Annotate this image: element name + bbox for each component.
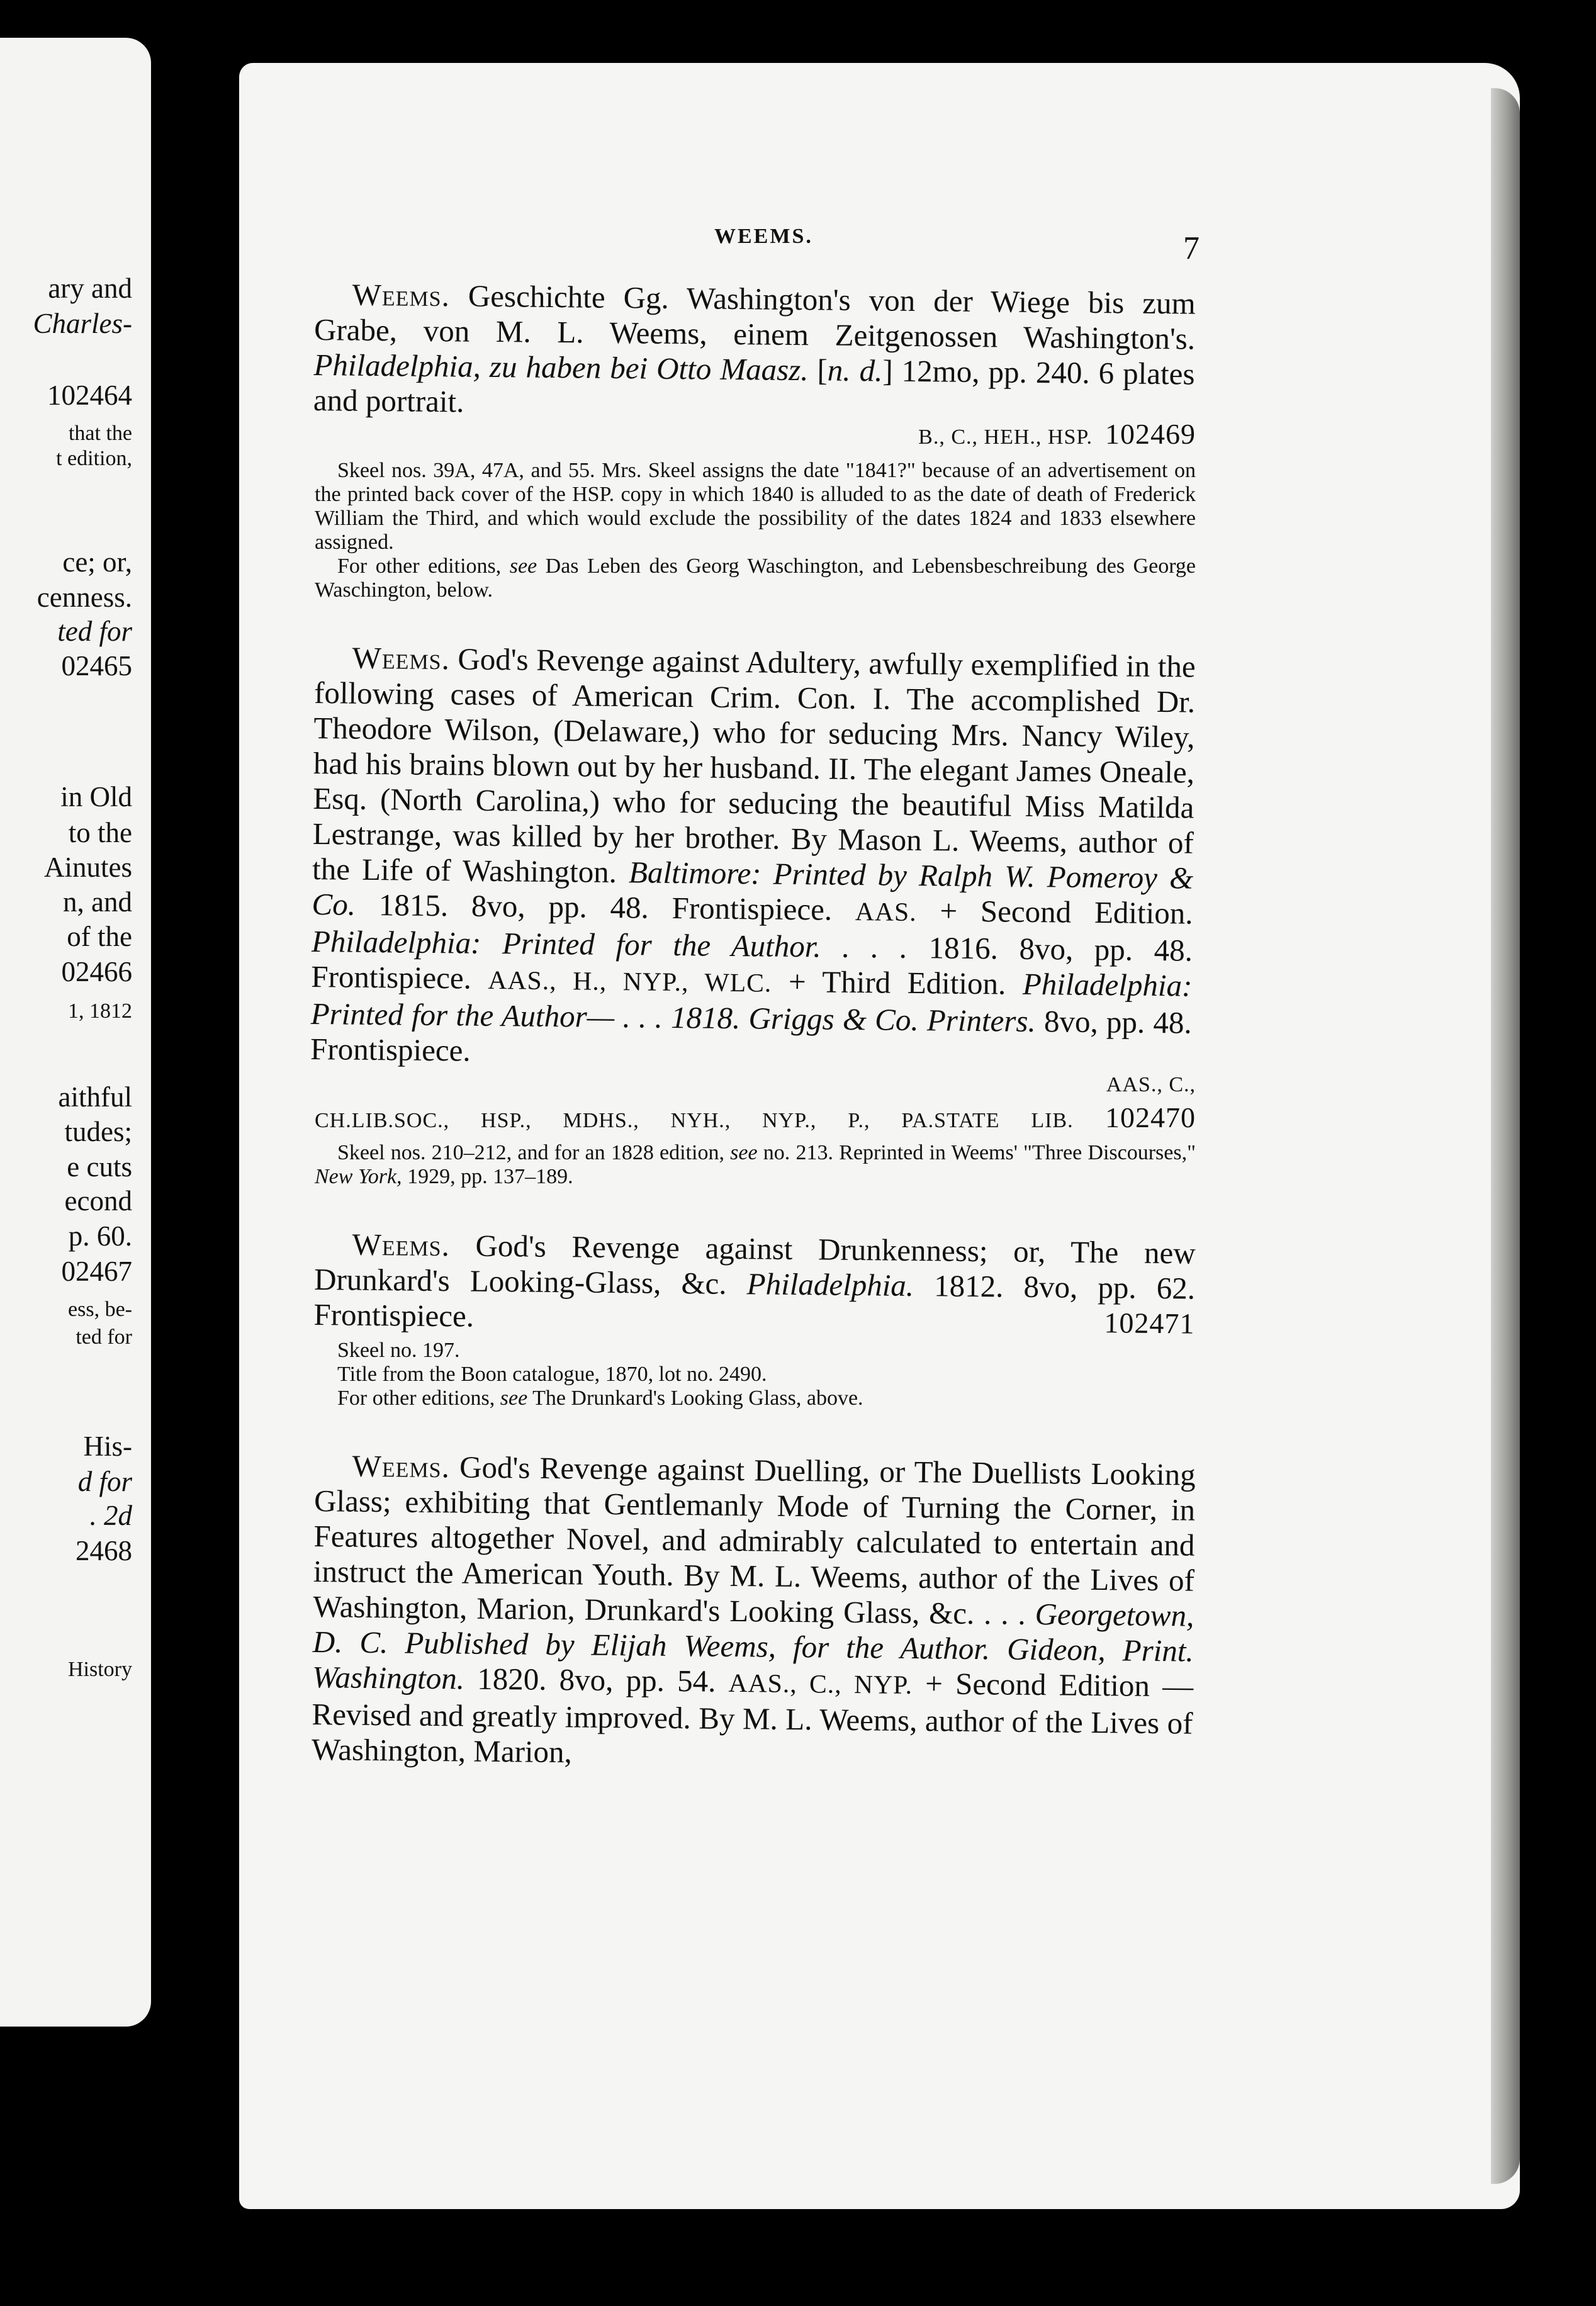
margin-fragment: His- [83, 1431, 132, 1462]
entry-lead: Weems. [352, 640, 451, 677]
entry-102471 [315, 1227, 1196, 1410]
margin-fragment: p. 60. [68, 1220, 132, 1252]
entry-body: 1820. 8vo, pp. 54. [464, 1661, 729, 1699]
margin-fragment: to the [68, 817, 132, 848]
margin-fragment: Ainutes [44, 852, 132, 883]
entry-body: God's Revenge against Drunkenness; or, The new Drunkard's Looking-Glass, &c. [313, 1228, 1196, 1302]
entry-text [313, 277, 1196, 427]
entry-text [312, 1448, 1196, 1777]
margin-fragment: History [68, 1658, 132, 1681]
note-place: New York, [315, 1165, 402, 1188]
margin-fragment: ted for [57, 616, 132, 647]
entry-note: Skeel nos. 39A, 47A, and 55. Mrs. Skeel assigns the date "1841?" because of an advertisement on the printed back cover of the HSP. copy in which 1840 is alluded to as the date of death of Frederick William the Third, and which would exclude the possibility of the dates 1824 and 1833 elsewhere assigned. [315, 459, 1196, 554]
note-text: no. 213. Reprinted in Weems' "Three Discourses," [757, 1141, 1196, 1164]
margin-fragment: ce; or, [62, 546, 132, 578]
entry-body: ] 12mo, pp. 240. 6 plates and portrait. [313, 353, 1195, 419]
entry-body: God's Revenge against Duelling, or The Duellists Looking Glass; exhibiting that Gentlemanly Mode of Turning the Corner, in Features altogether Novel, and admirably calculated to entertain and instruct the American Youth. By M. L. Weems, author of the Lives of Washington, Marion, Drunkard's Looking Glass, &c. . . . [313, 1449, 1196, 1631]
entry-body: 8vo, pp. 48. Frontispiece. [310, 1004, 1193, 1068]
running-head: WEEMS. [714, 225, 813, 248]
margin-fragment: ary and [48, 273, 132, 304]
margin-fragment: of the [67, 921, 132, 952]
page-content [310, 277, 1196, 1805]
location-list: AAS. [855, 897, 917, 928]
entry-body: + Second Edition — Revised and greatly improved. By M. L. Weems, author of the Lives of Washington, Marion, [311, 1665, 1194, 1770]
margin-fragment: 02465 [61, 650, 132, 682]
page-edge [1491, 88, 1520, 2184]
margin-fragment: t edition, [56, 447, 132, 470]
note-see: see [509, 554, 537, 578]
locations-line [315, 1101, 1196, 1137]
margin-fragment: aithful [58, 1081, 132, 1113]
imprint: Philadelphia, zu haben bei Otto Maasz. [313, 347, 809, 388]
entry-102469 [315, 277, 1196, 602]
entry-note: Skeel no. 197. [337, 1339, 460, 1362]
entry-note [315, 1386, 1196, 1410]
imprint: Philadelphia. [746, 1266, 914, 1303]
imprint: Georgetown, D. C. Published by Elijah Weems, for the Author. Gideon, Print. Washington. [312, 1597, 1194, 1696]
no-date: n. d. [827, 352, 883, 388]
entry-duelling [311, 1448, 1196, 1770]
note-see: see [730, 1141, 758, 1164]
entry-body: + Second Edition. [916, 893, 1193, 931]
entry-body: 1815. 8vo, pp. 48. Frontispiece. [355, 887, 856, 928]
left-facing-page [0, 38, 151, 2027]
imprint: Baltimore: Printed by Ralph W. Pomeroy & Co. [312, 855, 1194, 922]
margin-fragment: . 2d [89, 1500, 132, 1531]
location-list: CH.LIB.SOC., HSP., MDHS., NYH., NYP., P., PA.STATE LIB. [315, 1109, 1074, 1132]
margin-fragment: Charles- [33, 308, 132, 339]
margin-fragment: n, and [63, 886, 132, 918]
margin-fragment: that the [68, 422, 132, 445]
margin-fragment: 02466 [61, 956, 132, 987]
margin-fragment: in Old [60, 781, 132, 813]
entry-body: 1816. 8vo, pp. 48. Frontispiece. [311, 930, 1193, 996]
margin-fragment: 2468 [76, 1535, 132, 1566]
location-list: AAS., H., NYP., WLC. [488, 965, 772, 998]
margin-fragment: 02467 [61, 1256, 132, 1287]
entry-body: 1812. 8vo, pp. 62. Frontispiece. [313, 1268, 1196, 1334]
entry-lead: Weems. [352, 1448, 451, 1485]
entry-note: Title from the Boon catalogue, 1870, lot no. 2490. [337, 1363, 767, 1386]
note-text: For other editions, [337, 1386, 500, 1410]
entry-lead: Weems. [352, 1227, 451, 1263]
margin-fragment: ess, be- [68, 1298, 132, 1321]
imprint: Philadelphia: Printed for the Author— . . . 1818. Griggs & Co. Printers. [310, 966, 1193, 1039]
entry-body: God's Revenge against Adultery, awfully exemplified in the following cases of American Crim. Con. I. The accomplished Dr. Theodore Wilson, (Delaware,) who for seducing Mrs. Nancy Wiley, had his brains blown out by her husband. II. The elegant James Oneale, Esq. (North Carolina,) who for seducing the beautiful Miss Matilda Lestrange, was killed by her brother. By Mason L. Weems, author of the Life of Washington. [312, 641, 1196, 890]
margin-fragment: 102464 [47, 380, 132, 411]
entry-number: 102469 [1105, 418, 1196, 450]
entry-note [315, 1141, 1196, 1189]
note-text: Skeel nos. 210–212, and for an 1828 edition, [337, 1141, 731, 1164]
entry-body: + Third Edition. [772, 964, 1023, 1001]
entry-text [310, 640, 1196, 1076]
entry-number: 102470 [1105, 1101, 1196, 1133]
entry-note [315, 554, 1196, 602]
margin-fragment: econd [64, 1185, 132, 1217]
note-text: The Drunkard's Looking Glass, above. [527, 1386, 863, 1410]
page-number: 7 [1183, 230, 1200, 266]
note-text: Das Leben des Georg Waschington, and Lebensbeschreibung des George Waschington, below. [315, 554, 1196, 602]
entry-lead: Weems. [352, 277, 451, 313]
note-see: see [500, 1386, 528, 1410]
entry-body: [ [808, 352, 828, 388]
entry-number: 102471 [1104, 1307, 1195, 1340]
entry-body: Geschichte Gg. Washington's von der Wiege bis zum Grabe, von M. L. Weems, einem Zeitgenossen Washington's. [313, 278, 1196, 356]
margin-fragment: cenness. [37, 582, 132, 613]
margin-fragment: d for [77, 1466, 132, 1497]
entry-text [313, 1227, 1196, 1342]
entry-102470 [310, 640, 1196, 1189]
location-list: B., C., HEH., HSP. [918, 425, 1093, 449]
note-text: 1929, pp. 137–189. [402, 1165, 573, 1188]
location-list: AAS., C., [1106, 1073, 1196, 1096]
margin-fragment: 1, 1812 [68, 999, 132, 1023]
margin-fragment: ted for [76, 1325, 132, 1349]
location-list: AAS., C., NYP. [728, 1668, 913, 1700]
note-text: For other editions, [337, 554, 510, 578]
margin-fragment: e cuts [67, 1151, 132, 1183]
margin-fragment: tudes; [64, 1116, 132, 1147]
imprint: Philadelphia: Printed for the Author. . . . [311, 923, 908, 965]
